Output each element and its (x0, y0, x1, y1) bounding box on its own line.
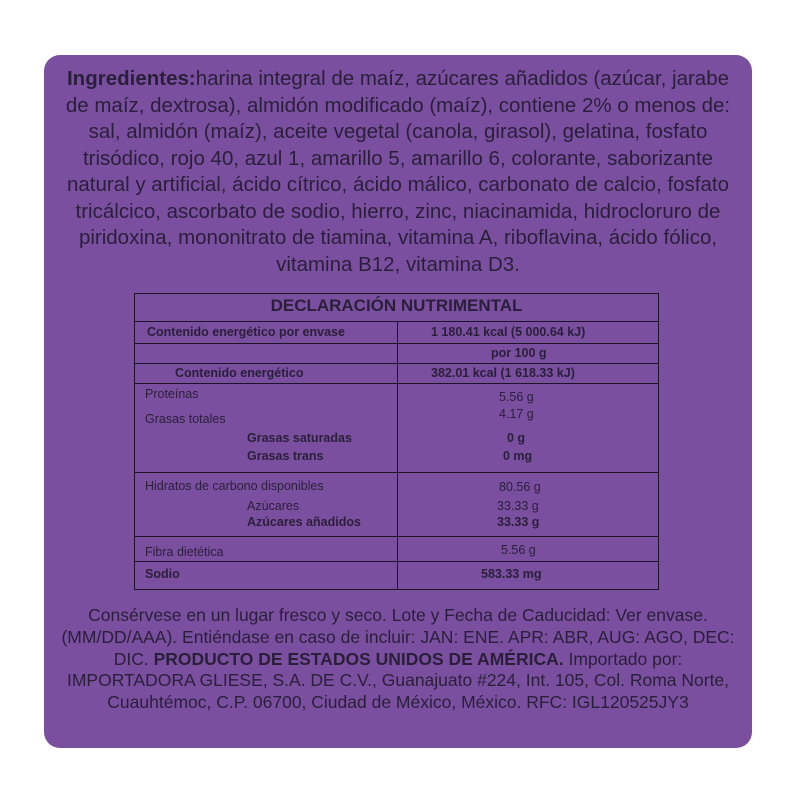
fiber-value: 5.56 g (501, 543, 536, 557)
sugars-value: 33.33 g (497, 499, 539, 513)
storage-text: Consérvese en un lugar fresco y seco. Lote y Fecha de Caducidad: Ver envase. (MM/DD/AAA). Entiéndase en caso de incluir: JAN: ENE. APR: ABR, AUG: AGO, DEC: DIC. (61, 605, 735, 669)
per-100g-label: por 100 g (491, 346, 547, 360)
package-energy-value: 1 180.41 kcal (5 000.64 kJ) (431, 325, 586, 339)
carbs-label: Hidratos de carbono disponibles (145, 479, 324, 493)
sodium-value: 583.33 mg (481, 567, 542, 581)
proteins-label: Proteínas (145, 387, 199, 401)
proteins-value: 5.56 g (499, 390, 534, 404)
package-energy-label: Contenido energético por envase (147, 325, 345, 339)
saturated-fat-value: 0 g (507, 431, 526, 445)
trans-fat-label: Grasas trans (247, 449, 324, 463)
nutrition-title: DECLARACIÓN NUTRIMENTAL (270, 296, 523, 315)
ingredients-text: harina integral de maíz, azúcares añadidos (azúcar, jarabe de maíz, dextrosa), almidón modificado (maíz), contiene 2% o menos de: sal, almidón (maíz), aceite vegetal (canola, girasol), gelatina, fosfato trisódico, rojo 40, azul 1, amarillo 5, amarillo 6, colorante, saborizante natural y artificial, ácido cítrico, ácido málico, carbonato de calcio, fosfato tricálcico, ascorbato de sodio, hierro, zinc, niacinamida, hidrocloruro de piridoxina, mononitrato de tiamina, vitamina A, riboflavina, ácido fólico, vitamina B12, vitamina D3. (65, 67, 731, 276)
fat-label: Grasas totales (145, 412, 226, 426)
nutrition-table (134, 293, 659, 590)
fat-value: 4.17 g (499, 407, 534, 421)
energy-value: 382.01 kcal (1 618.33 kJ) (431, 366, 575, 380)
column-divider (397, 321, 398, 589)
added-sugars-label: Azúcares añadidos (247, 515, 361, 529)
importer-text: Importado por: IMPORTADORA GLIESE, S.A. DE C.V., Guanajuato #224, Int. 105, Col. Roma Norte, Cuauhtémoc, C.P. 06700, Ciudad de México, México. RFC: IGL120525JY3 (66, 648, 730, 713)
sodium-label: Sodio (145, 567, 180, 581)
saturated-fat-label: Grasas saturadas (247, 431, 352, 445)
added-sugars-value: 33.33 g (497, 515, 540, 529)
ingredients-paragraph (60, 66, 736, 278)
storage-and-importer-text (60, 605, 736, 714)
energy-label: Contenido energético (175, 366, 304, 380)
table-row-title (135, 294, 658, 322)
origin-text: PRODUCTO DE ESTADOS UNIDOS DE AMÉRICA. (153, 648, 564, 669)
sugars-label: Azúcares (247, 499, 300, 513)
fiber-label: Fibra dietética (145, 545, 224, 559)
trans-fat-value: 0 mg (503, 449, 533, 463)
ingredients-label: Ingredientes: (66, 67, 196, 90)
carbs-value: 80.56 g (499, 480, 541, 494)
